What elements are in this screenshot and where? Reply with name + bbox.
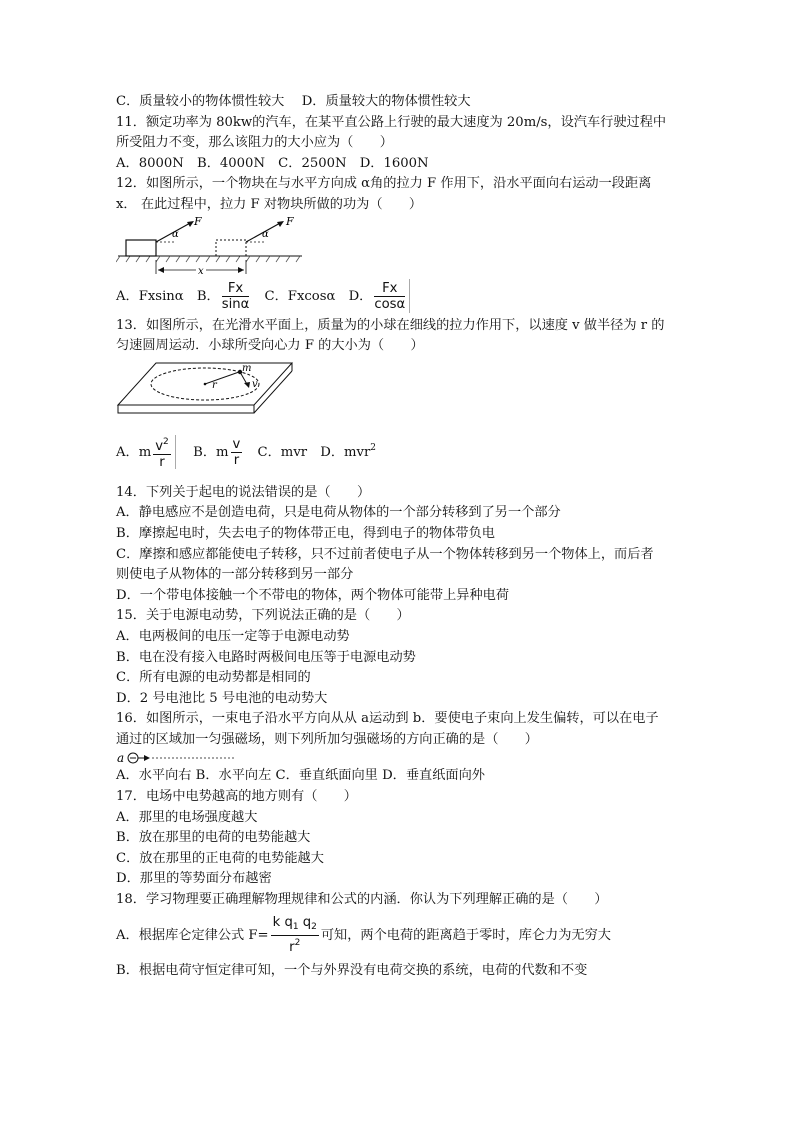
q13-stem-line1: 13．如图所示，在光滑水平面上，质量为的小球在细线的拉力作用下，以速度 v 做半径为 r 的 bbox=[116, 317, 665, 333]
q12-option-d-num: Fx bbox=[374, 281, 405, 297]
q12-option-b-den: sinα bbox=[221, 296, 250, 312]
q11-stem-line2: 所受阻力不变，那么该阻力的大小应为（ ） bbox=[116, 135, 393, 151]
q14-option-a: A．静电感应不是创造电荷，只是电荷从物体的一个部分转移到了另一个部分 bbox=[116, 505, 561, 521]
q17-option-b: B．放在那里的电荷的电势能越大 bbox=[116, 830, 311, 846]
q12-option-d-den: cosα bbox=[374, 296, 406, 312]
q14-stem: 14．下列关于起电的说法错误的是（ ） bbox=[116, 484, 371, 500]
q13-option-b-num: v bbox=[232, 436, 241, 452]
q16-electron-beam-figure bbox=[116, 750, 236, 766]
q13-option-a-prefix: A．m bbox=[116, 444, 152, 460]
q12-option-c: C．Fxcosα D． bbox=[251, 288, 373, 304]
q13-option-a-den: r bbox=[159, 454, 165, 470]
q10-options: C．质量较小的物体惯性较大 D．质量较大的物体惯性较大 bbox=[116, 94, 471, 109]
q12-fig-F-label-2: F bbox=[286, 215, 294, 228]
q17-stem: 17．电场中电势越高的地方则有（ ） bbox=[116, 789, 357, 805]
q13-option-d-sup: 2 bbox=[370, 442, 377, 453]
q13-option-a-num-sup: 2 bbox=[163, 436, 169, 447]
q12-option-divider bbox=[409, 279, 410, 313]
q11-stem-line1: 11．额定功率为 80kw的汽车，在某平直公路上行驶的最大速度为 20m/s，设汽车行驶过程中 bbox=[116, 114, 667, 130]
q12-block-figure bbox=[116, 216, 306, 278]
q13-option-cd: C．mvr D．mvr bbox=[244, 444, 371, 460]
q13-option-a-num: v bbox=[155, 438, 164, 454]
q12-option-d-fraction bbox=[374, 281, 405, 312]
q13-option-a-fraction bbox=[153, 435, 171, 470]
q18-num-sub2: 2 bbox=[311, 922, 317, 933]
q11-options: A．8000N B．4000N C．2500N D．1600N bbox=[116, 155, 429, 171]
q13-option-b-prefix: B．m bbox=[175, 444, 229, 460]
q14-option-c-line2: 则使电子从物体的一部分转移到另一部分 bbox=[116, 567, 354, 583]
q18-den-sup: 2 bbox=[294, 938, 301, 949]
q13-stem-line2: 匀速圆周运动．小球所受向心力 F 的大小为（ ） bbox=[116, 338, 424, 354]
q13-fig-m-label: m bbox=[242, 362, 252, 374]
q12-option-b-num: Fx bbox=[222, 281, 250, 297]
q14-option-c-line1: C．摩擦和感应都能使电子转移，只不过前者使电子从一个物体转移到另一个物体上，而后者 bbox=[116, 546, 654, 562]
q13-circular-motion-figure bbox=[116, 359, 296, 421]
q12-option-a: A．Fxsinα B． bbox=[116, 288, 220, 304]
q16-stem-line2: 通过的区域加一匀强磁场，则下列所加匀强磁场的方向正确的是（ ） bbox=[116, 731, 538, 747]
q12-options bbox=[116, 278, 686, 316]
q12-option-b-fraction bbox=[222, 281, 250, 312]
q16-fig-a-label: a bbox=[117, 751, 125, 766]
q15-option-a: A．电两极间的电压一定等于电源电动势 bbox=[116, 628, 350, 644]
q12-fig-x-label: x bbox=[198, 265, 204, 277]
q13-option-b-den: r bbox=[233, 452, 240, 468]
q15-stem: 15．关于电源电动势，下列说法正确的是（ ） bbox=[116, 608, 410, 624]
q18-coulomb-fraction bbox=[271, 915, 319, 955]
q17-option-c: C．放在那里的正电荷的电势能越大 bbox=[116, 850, 324, 866]
q16-options: A．水平向右 B．水平向左 C．垂直纸面向里 D．垂直纸面向外 bbox=[116, 768, 485, 784]
q12-fig-F-label-1: F bbox=[194, 215, 202, 228]
q15-option-c: C．所有电源的电动势都是相同的 bbox=[116, 670, 311, 686]
q13-options bbox=[116, 425, 686, 471]
q17-option-d: D．那里的等势面分布越密 bbox=[116, 871, 272, 887]
q18-num-kq: k q bbox=[272, 915, 293, 931]
q13-option-b-fraction bbox=[231, 437, 243, 468]
q18-option-a bbox=[116, 911, 686, 961]
q12-stem-line2: x． 在此过程中，拉力 F 对物块所做的功为（ ） bbox=[116, 196, 423, 212]
q14-option-b: B．摩擦起电时，失去电子的物体带正电，得到电子的物体带负电 bbox=[116, 525, 495, 541]
q12-fig-alpha-label-1: α bbox=[172, 228, 179, 240]
exam-page bbox=[116, 92, 686, 981]
q18-stem: 18．学习物理要正确理解物理规律和公式的内涵．你认为下列理解正确的是（ ） bbox=[116, 892, 608, 908]
q15-option-b: B．电在没有接入电路时两极间电压等于电源电动势 bbox=[116, 649, 416, 665]
q17-option-a: A．那里的电场强度越大 bbox=[116, 809, 258, 825]
q13-fig-r-label: r bbox=[212, 379, 217, 391]
q12-stem-line1: 12．如图所示，一个物块在与水平方向成 α角的拉力 F 作用下，沿水平面向右运动一段距离 bbox=[116, 176, 652, 192]
q18-num-sub1: 1 bbox=[292, 922, 299, 933]
q15-option-d: D．2 号电池比 5 号电池的电动势大 bbox=[116, 690, 328, 706]
q12-fig-alpha-label-2: α bbox=[262, 228, 269, 240]
q18-den-r: r bbox=[289, 940, 295, 956]
q14-option-d: D．一个带电体接触一个不带电的物体，两个物体可能带上异种电荷 bbox=[116, 587, 510, 603]
q18-option-a-prefix: A．根据库仑定律公式 F= bbox=[116, 927, 269, 943]
q18-option-a-suffix: 可知，两个电荷的距离趋于零时，库仑力为无穷大 bbox=[320, 927, 611, 943]
q18-option-b: B．根据电荷守恒定律可知，一个与外界没有电荷交换的系统，电荷的代数和不变 bbox=[116, 962, 588, 978]
q18-num-q: q bbox=[298, 915, 312, 931]
q13-fig-v-label: v bbox=[252, 378, 258, 390]
q16-stem-line1: 16．如图所示，一束电子沿水平方向从从 a运动到 b．要使电子束向上发生偏转，可以在电子 bbox=[116, 711, 659, 727]
